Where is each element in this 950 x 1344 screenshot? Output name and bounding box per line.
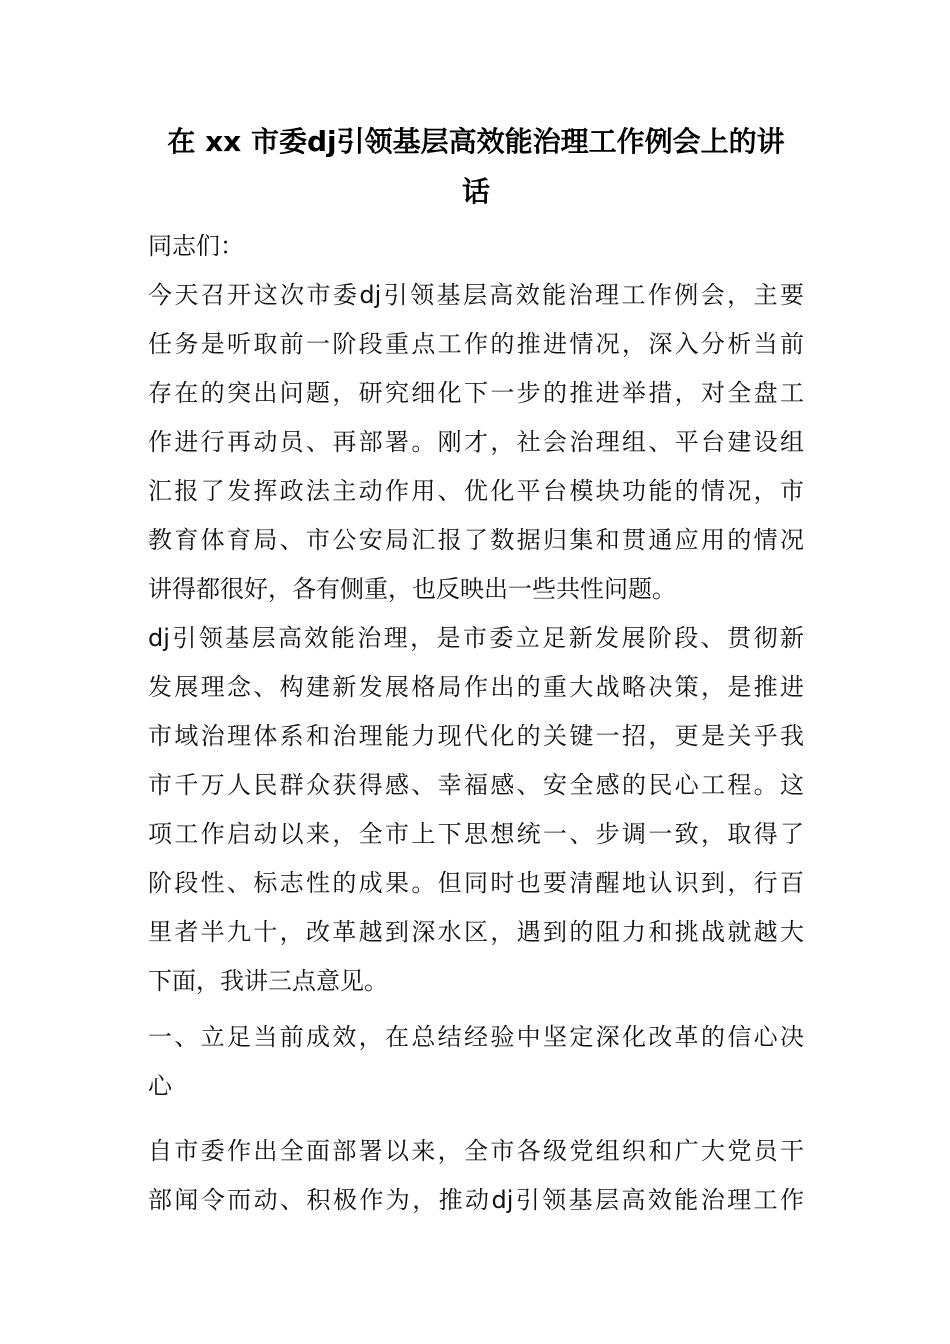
body-line: 今天召开这次市委dj引领基层高效能治理工作例会，主要 — [148, 281, 804, 309]
body-line: 市域治理体系和治理能力现代化的关键一招，更是关乎我 — [148, 722, 804, 750]
body-line: 任务是听取前一阶段重点工作的推进情况，深入分析当前 — [148, 330, 804, 358]
salutation: 同志们： — [148, 232, 244, 260]
body-line: 发展理念、构建新发展格局作出的重大战略决策，是推进 — [148, 673, 804, 701]
section-heading-line: 心 — [148, 1072, 172, 1100]
body-line: 项工作启动以来，全市上下思想统一、步调一致，取得了 — [148, 820, 804, 848]
body-line: 自市委作出全面部署以来，全市各级党组织和广大党员干 — [148, 1137, 804, 1165]
body-line: 教育体育局、市公安局汇报了数据归集和贯通应用的情况 — [148, 526, 804, 554]
document-title-line-2: 话 — [461, 175, 490, 208]
body-line: 市千万人民群众获得感、幸福感、安全感的民心工程。这 — [148, 771, 804, 799]
body-line: 讲得都很好，各有侧重，也反映出一些共性问题。 — [148, 575, 676, 603]
body-line: 汇报了发挥政法主动作用、优化平台模块功能的情况，市 — [148, 477, 804, 505]
body-line: dj引领基层高效能治理，是市委立足新发展阶段、贯彻新 — [148, 624, 804, 652]
body-line: 作进行再动员、再部署。刚才，社会治理组、平台建设组 — [148, 428, 804, 456]
body-line: 阶段性、标志性的成果。但同时也要清醒地认识到，行百 — [148, 869, 804, 897]
body-line: 部闻令而动、积极作为，推动dj引领基层高效能治理工作 — [148, 1186, 804, 1214]
body-line: 里者半九十，改革越到深水区，遇到的阻力和挑战就越大 — [148, 918, 804, 946]
section-heading-line: 一、立足当前成效，在总结经验中坚定深化改革的信心决 — [148, 1023, 804, 1051]
body-line: 存在的突出问题，研究细化下一步的推进举措，对全盘工 — [148, 379, 804, 407]
document-title-line-1: 在 xx 市委dj引领基层高效能治理工作例会上的讲 — [167, 125, 785, 158]
body-line: 下面，我讲三点意见。 — [148, 967, 388, 995]
